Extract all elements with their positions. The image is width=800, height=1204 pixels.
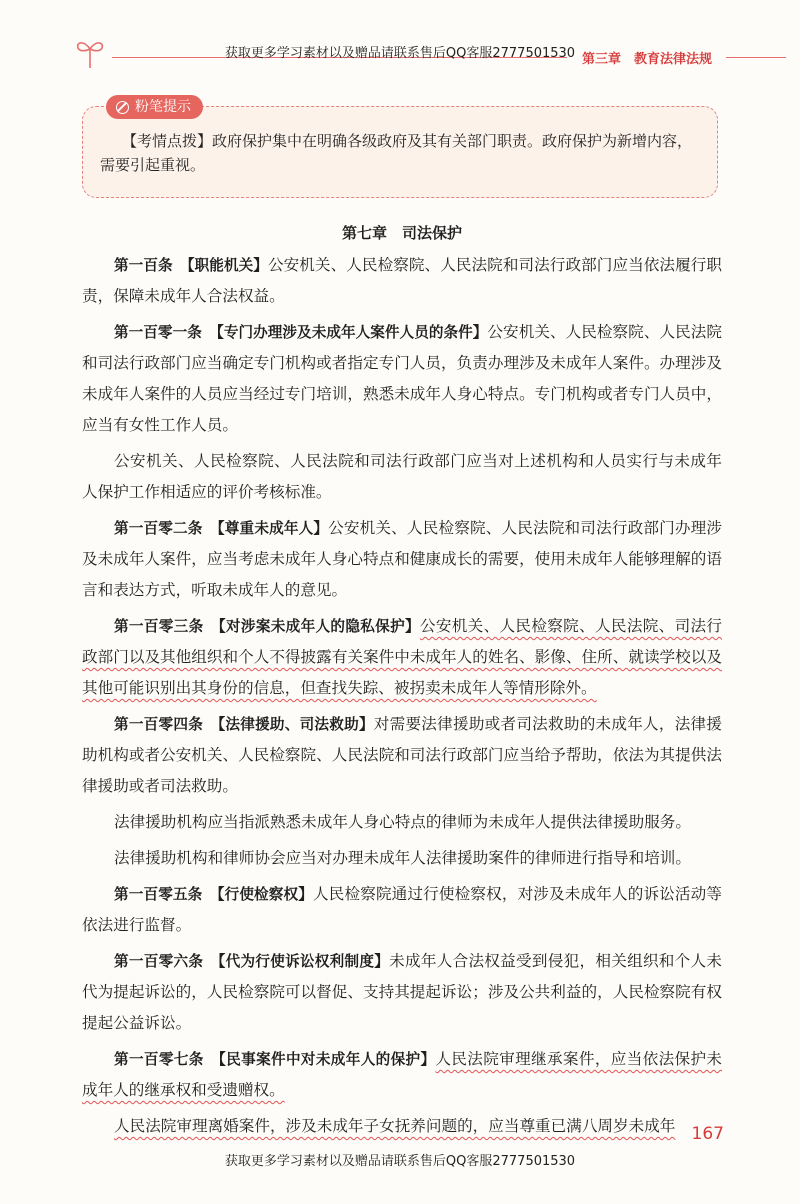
article-head: 第一百零一条 【专门办理涉及未成年人案件人员的条件】 xyxy=(114,324,488,341)
article-105 xyxy=(82,879,722,941)
article-101-para-2 xyxy=(82,446,722,508)
article-107-para-2 xyxy=(82,1111,722,1142)
article-head: 第一百零五条 【行使检察权】 xyxy=(114,886,313,903)
tip-label-text: 粉笔提示 xyxy=(135,99,191,115)
article-body: 公安机关、人民检察院、人民法院和司法行政部门应当确定专门机构或者指定专门人员，负责办理涉及未成年人案件。办理涉及未成年人案件的人员应当经过专门培训，熟悉未成年人身心特点。专门机构或者专门人员中，应当有女性工作人员。 xyxy=(82,323,722,434)
article-body-highlighted: 公安机关、人民检察院、人民法院、司法行政部门以及其他组织和个人不得披露有关案件中未成年人的姓名、影像、住所、就读学校以及其他可能识别出其身份的信息，但查找失踪、被拐卖未成年人等情形除外。 xyxy=(82,617,722,697)
article-body: 法律援助机构和律师协会应当对办理未成年人法律援助案件的律师进行指导和培训。 xyxy=(114,849,691,867)
ban-icon xyxy=(116,101,129,114)
chapter-title: 第七章 司法保护 xyxy=(341,224,462,242)
article-body: 公安机关、人民检察院、人民法院和司法行政部门应当对上述机构和人员实行与未成年人保护工作相适应的评价考核标准。 xyxy=(82,452,722,501)
article-101 xyxy=(82,317,722,441)
article-106 xyxy=(82,946,722,1039)
article-104-para-3 xyxy=(82,843,722,874)
article-104-para-2 xyxy=(82,807,722,838)
tip-text: 【考情点拨】政府保护集中在明确各级政府及其有关部门职责。政府保护为新增内容，需要引起重视。 xyxy=(100,132,693,174)
article-body-highlighted: 人民法院审理继承案件，应当依法保护未成年人的继承权和受遗赠权。 xyxy=(82,1050,722,1099)
article-body-highlighted: 人民法院审理离婚案件，涉及未成年子女抚养问题的，应当尊重已满八周岁未成年 xyxy=(114,1117,676,1135)
page-number: 167 xyxy=(691,1124,724,1144)
tip-label xyxy=(106,95,203,119)
article-100 xyxy=(82,250,722,312)
chapter-heading: 第三章 教育法律法规 xyxy=(576,48,718,67)
article-head: 第一百零三条 【对涉案未成年人的隐私保护】 xyxy=(114,618,420,635)
footer-watermark: 获取更多学习素材以及赠品请联系售后QQ客服2777501530 xyxy=(224,1154,576,1169)
article-body: 公安机关、人民检察院、人民法院和司法行政部门办理涉及未成年人案件，应当考虑未成年人身心特点和健康成长的需要，使用未成年人能够理解的语言和表达方式，听取未成年人的意见。 xyxy=(82,519,722,599)
article-body: 对需要法律援助或者司法救助的未成年人，法律援助机构或者公安机关、人民检察院、人民法院和司法行政部门应当给予帮助，依法为其提供法律援助或者司法救助。 xyxy=(82,715,722,795)
article-body: 未成年人合法权益受到侵犯，相关组织和个人未代为提起诉讼的，人民检察院可以督促、支持其提起诉讼；涉及公共利益的，人民检察院有权提起公益诉讼。 xyxy=(82,952,722,1032)
article-body: 法律援助机构应当指派熟悉未成年人身心特点的律师为未成年人提供法律援助服务。 xyxy=(114,813,691,831)
article-head: 第一百条 【职能机关】 xyxy=(114,257,268,274)
article-107 xyxy=(82,1044,722,1106)
main-content xyxy=(82,222,722,1147)
article-head: 第一百零七条 【民事案件中对未成年人的保护】 xyxy=(114,1051,436,1068)
article-body: 人民检察院通过行使检察权，对涉及未成年人的诉讼活动等依法进行监督。 xyxy=(82,885,722,934)
article-102 xyxy=(82,513,722,606)
article-body: 公安机关、人民检察院、人民法院和司法行政部门应当依法履行职责，保障未成年人合法权益。 xyxy=(82,256,722,305)
article-head: 第一百零二条 【尊重未成年人】 xyxy=(114,520,329,537)
article-head: 第一百零六条 【代为行使诉讼权利制度】 xyxy=(114,953,390,970)
header-watermark: 获取更多学习素材以及赠品请联系售后QQ客服2777501530 xyxy=(224,46,576,61)
article-104 xyxy=(82,709,722,802)
article-head: 第一百零四条 【法律援助、司法救助】 xyxy=(114,716,374,733)
article-103 xyxy=(82,611,722,704)
